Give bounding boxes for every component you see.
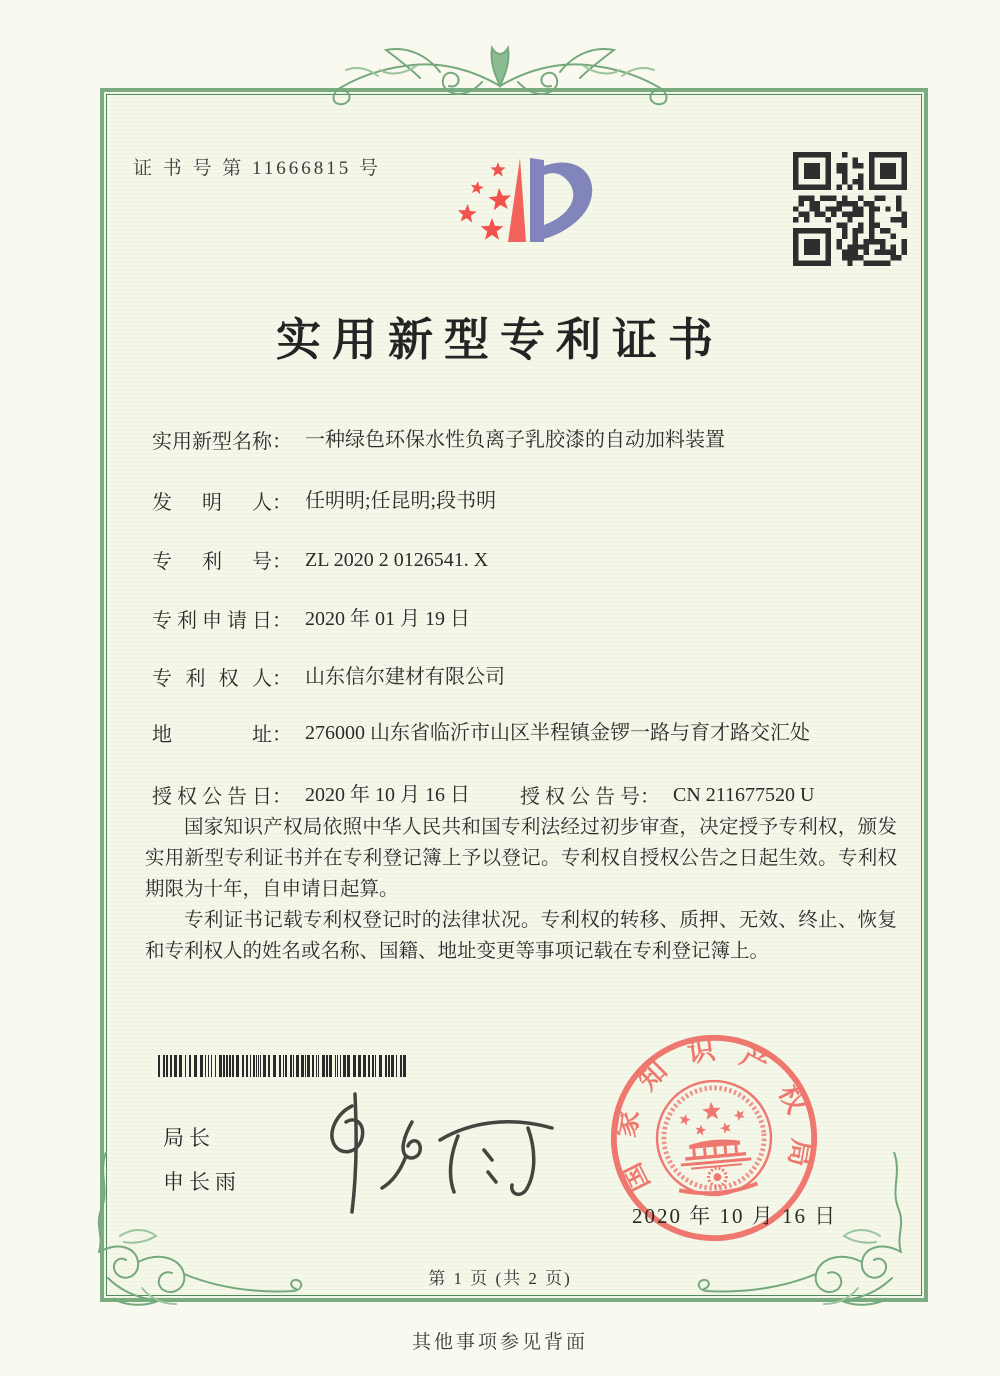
commissioner-name: 申长雨: [163, 1170, 241, 1194]
logo-stars: [458, 162, 511, 240]
back-side-note: 其他事项参见背面: [411, 1332, 588, 1353]
field-value: CN 211677520 U: [673, 784, 815, 806]
handwritten-signature-icon: [300, 1088, 565, 1218]
certificate-number: 证 书 号 第 11666815 号: [133, 158, 382, 179]
field-label: 地址 ：: [152, 724, 292, 746]
page-number: 第 1 页 (共 2 页): [428, 1269, 572, 1288]
field-value: 276000 山东省临沂市山区半程镇金锣一路与育才路交汇处: [305, 722, 810, 744]
legal-paragraph-2: 专利证书记载专利权登记时的法律状况。专利权的转移、质押、无效、终止、恢复和专利权人的姓名或名称、国籍、地址变更等事项记载在专利登记簿上。: [145, 910, 897, 962]
field-row-utility-model-name: [152, 425, 725, 455]
seal-ring-text: 国家知识产权局: [610, 1034, 818, 1197]
qr-code-icon: [793, 152, 907, 266]
field-label: 实用新型名称 ：: [152, 431, 292, 453]
field-value: 2020 年 01 月 19 日: [305, 608, 470, 630]
field-grant-number: 授权公告号 ： CN 211677520 U: [520, 780, 814, 810]
field-row-address: [152, 718, 905, 748]
field-label: 专利权人 ：: [152, 668, 292, 690]
legal-paragraph-1: 国家知识产权局依照中华人民共和国专利法经过初步审查，决定授予专利权，颁发实用新型专利证书并在专利登记簿上予以登记。专利权自授权公告之日起生效。专利权期限为十年，自申请日起算。: [145, 817, 897, 900]
field-row-grant-date-and-number: [152, 780, 815, 810]
field-label: 授权公告日 ：: [152, 786, 292, 808]
field-row-patent-number: [152, 545, 488, 575]
field-value: ZL 2020 2 0126541. X: [305, 549, 489, 571]
legal-text-block: [145, 812, 897, 967]
field-label: 专利申请日 ：: [152, 610, 292, 632]
field-row-patentee: [152, 662, 505, 692]
field-value: 一种绿色环保水性负离子乳胶漆的自动加料装置: [305, 429, 725, 451]
seal-national-emblem: [652, 1076, 775, 1199]
cnipa-logo-icon: [426, 144, 644, 294]
field-label: 发明人 ：: [152, 492, 292, 514]
certificate-title: 实用新型专利证书: [275, 315, 724, 365]
field-value: 山东信尔建材有限公司: [305, 666, 505, 688]
field-value: 任明明;任昆明;段书明: [305, 490, 497, 512]
logo-p-shape: [530, 158, 592, 242]
field-row-inventors: [152, 486, 496, 516]
field-row-filing-date: [152, 604, 470, 634]
field-value: 2020 年 10 月 16 日: [305, 784, 470, 806]
seal-date: 2020 年 10 月 16 日: [632, 1204, 838, 1228]
commissioner-title: 局长: [163, 1126, 215, 1150]
logo-red-wedge: [508, 158, 526, 242]
field-label: 专利号 ：: [152, 551, 292, 573]
barcode-icon: [158, 1055, 408, 1077]
